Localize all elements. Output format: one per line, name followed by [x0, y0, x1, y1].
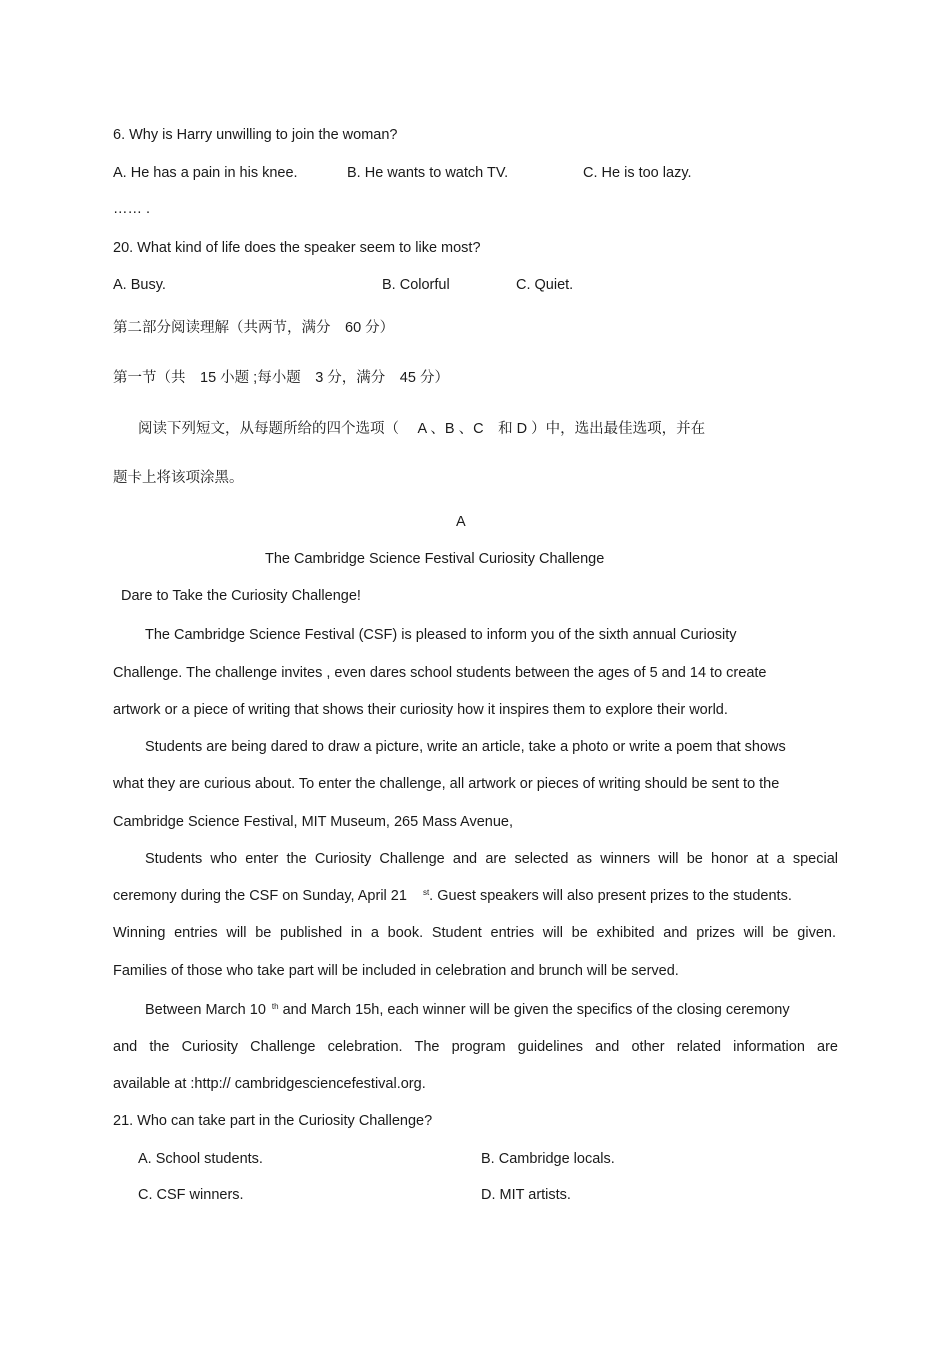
question-21-option-c: C. CSF winners. — [138, 1187, 244, 1203]
question-21-stem: 21. Who can take part in the Curiosity Challenge? — [113, 1113, 433, 1129]
paragraph-1-line-1: The Cambridge Science Festival (CSF) is pleased to inform you of the sixth annual Curiosity — [145, 627, 737, 643]
question-20-option-b: B. Colorful — [382, 277, 450, 293]
paragraph-1-line-3: artwork or a piece of writing that shows their curiosity how it inspires them to explore their world. — [113, 702, 728, 718]
paragraph-4-line-2: and the Curiosity Challenge celebration. The program guidelines and other related information are — [113, 1039, 838, 1055]
question-6-option-a: A. He has a pain in his knee. — [113, 165, 298, 181]
paragraph-4-line-3: available at :http:// cambridgesciencefestival.org. — [113, 1076, 426, 1092]
section-1-heading: 第一节（共 15 小题 ;每小题 3 分，满分 45 分） — [113, 370, 449, 386]
paragraph-3-line-2-rest: . Guest speakers will also present prizes to the students. — [429, 888, 792, 904]
instruction-line-1: 阅读下列短文，从每题所给的四个选项（ A 、B 、C 和 D ）中，选出最佳选项，并在 — [138, 421, 706, 437]
paragraph-3-line-2-text: ceremony during the CSF on Sunday, April 21 — [113, 888, 407, 904]
paragraph-4-line-1-rest: and March 15h, each winner will be given the specifics of the closing ceremony — [278, 1002, 790, 1018]
passage-subtitle: Dare to Take the Curiosity Challenge! — [121, 588, 361, 604]
superscript-th: th — [271, 1002, 279, 1011]
question-6-option-c: C. He is too lazy. — [583, 165, 692, 181]
question-21-option-b: B. Cambridge locals. — [481, 1151, 615, 1167]
question-20-option-c: C. Quiet. — [516, 277, 574, 293]
paragraph-2-line-2: what they are curious about. To enter the challenge, all artwork or pieces of writing should be sent to the — [113, 776, 780, 792]
paragraph-1-line-2: Challenge. The challenge invites , even dares school students between the ages of 5 and 14 to create — [113, 665, 767, 681]
question-20-option-a: A. Busy. — [113, 277, 166, 293]
question-21-option-d: D. MIT artists. — [481, 1187, 571, 1203]
question-6-stem: 6. Why is Harry unwilling to join the woman? — [113, 127, 398, 143]
ellipsis: …… . — [113, 201, 151, 217]
paragraph-4-line-1 — [145, 1001, 790, 1019]
paragraph-3-line-3: Winning entries will be published in a book. Student entries will be exhibited and prizes will be given. — [113, 925, 836, 941]
passage-title: The Cambridge Science Festival Curiosity Challenge — [265, 551, 605, 567]
paragraph-3-line-1: Students who enter the Curiosity Challenge and are selected as winners will be honor at a special — [145, 851, 838, 867]
passage-label: A — [456, 514, 466, 530]
paragraph-2-line-3: Cambridge Science Festival, MIT Museum, 265 Mass Avenue, — [113, 814, 514, 830]
superscript-st: st — [422, 888, 430, 897]
instruction-line-2: 题卡上将该项涂黑。 — [113, 470, 244, 486]
question-6-option-b: B. He wants to watch TV. — [347, 165, 509, 181]
paragraph-3-line-4: Families of those who take part will be included in celebration and brunch will be served. — [113, 963, 679, 979]
part-2-heading: 第二部分阅读理解（共两节，满分 60 分） — [113, 320, 395, 336]
question-20-stem: 20. What kind of life does the speaker seem to like most? — [113, 240, 481, 256]
paragraph-4-line-1-text: Between March 10 — [145, 1002, 266, 1018]
paragraph-2-line-1: Students are being dared to draw a picture, write an article, take a photo or write a poem that shows — [145, 739, 786, 755]
question-21-option-a: A. School students. — [138, 1151, 263, 1167]
paragraph-3-line-2 — [113, 887, 792, 905]
